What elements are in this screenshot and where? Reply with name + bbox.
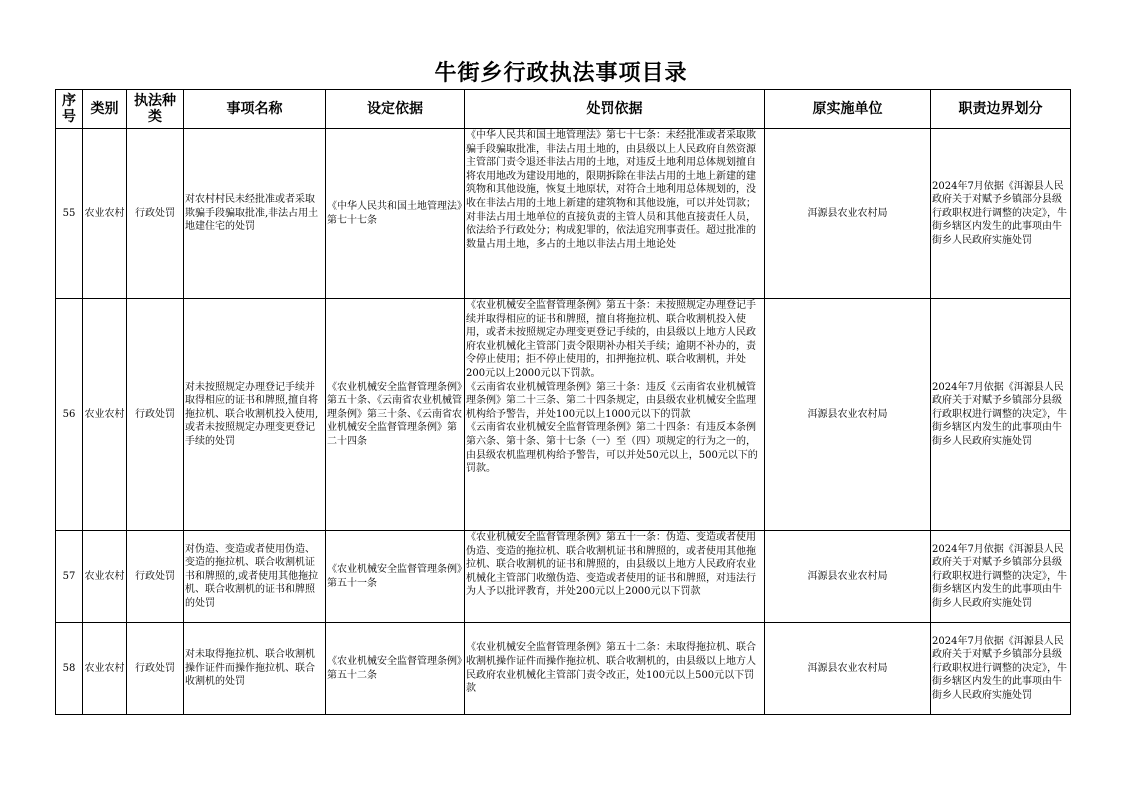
cell-boundary: 2024年7月依据《洱源县人民政府关于对赋予乡镇部分县级行政职权进行调整的决定》，牛街乡辖区内发生的此事项由牛街乡人民政府实施处罚	[931, 623, 1071, 715]
cell-boundary: 2024年7月依据《洱源县人民政府关于对赋予乡镇部分县级行政职权进行调整的决定》，牛街乡辖区内发生的此事项由牛街乡人民政府实施处罚	[931, 531, 1071, 623]
cell-basis-penalty	[465, 531, 765, 623]
table-row	[56, 623, 1071, 715]
cell-type: 行政处罚	[127, 623, 184, 715]
cell-seq: 57	[56, 531, 83, 623]
cell-name: 对伪造、变造或者使用伪造、变造的拖拉机、联合收割机证书和牌照的,或者使用其他拖拉机、联合收割机的证书和牌照的处罚	[184, 531, 326, 623]
cell-unit: 洱源县农业农村局	[765, 299, 931, 531]
basis-paragraph: 《农业机械安全监督管理条例》第五十二条：未取得拖拉机、联合收割机操作证件而操作拖拉机、联合收割机的，由县级以上地方人民政府农业机械化主管部门责令改正，处100元以上500元以下罚款	[466, 642, 756, 695]
enforcement-table	[55, 89, 1071, 715]
header-basis-setting: 设定依据	[326, 90, 465, 129]
header-boundary: 职责边界划分	[931, 90, 1071, 129]
cell-name: 对未取得拖拉机、联合收割机操作证件而操作拖拉机、联合收割机的处罚	[184, 623, 326, 715]
cell-unit: 洱源县农业农村局	[765, 623, 931, 715]
cell-type: 行政处罚	[127, 129, 184, 299]
header-basis-penalty: 处罚依据	[465, 90, 765, 129]
basis-paragraph: 《农业机械安全监督管理条例》第五十一条：伪造、变造或者使用伪造、变造的拖拉机、联合收割机证书和牌照的，或者使用其他拖拉机、联合收割机的证书和牌照的，由县级以上地方人民政府农业机械化主管部门收缴伪造、变造或者使用的证书和牌照，对违法行为人予以批评教育，并处200元以上2000元以下罚款	[466, 532, 756, 598]
cell-basis-penalty	[465, 623, 765, 715]
header-unit: 原实施单位	[765, 90, 931, 129]
cell-type: 行政处罚	[127, 531, 184, 623]
cell-name: 对未按照规定办理登记手续并取得相应的证书和牌照,擅自将拖拉机、联合收割机投入使用,或者未按照规定办理变更登记手续的处罚	[184, 299, 326, 531]
table-row	[56, 299, 1071, 531]
basis-paragraph: 《云南省农业机械安全监督管理条例》第二十四条：有违反本条例第六条、第十条、第十七条（一）至（四）项规定的行为之一的，由县级农机监理机构给予警告，可以并处50元以上，500元以下的罚款。	[466, 422, 758, 475]
cell-basis-penalty	[465, 129, 765, 299]
cell-unit: 洱源县农业农村局	[765, 129, 931, 299]
cell-name: 对农村村民未经批准或者采取欺骗手段骗取批准,非法占用土地建住宅的处罚	[184, 129, 326, 299]
page-title: 牛街乡行政执法事项目录	[434, 61, 688, 86]
cell-basis-setting: 《农业机械安全监督管理条例》第五十一条	[326, 531, 465, 623]
cell-basis-setting: 《农业机械安全监督管理条例》第五十二条	[326, 623, 465, 715]
header-seq: 序号	[56, 90, 83, 129]
cell-boundary: 2024年7月依据《洱源县人民政府关于对赋予乡镇部分县级行政职权进行调整的决定》，牛街乡辖区内发生的此事项由牛街乡人民政府实施处罚	[931, 299, 1071, 531]
cell-type: 行政处罚	[127, 299, 184, 531]
cell-seq: 58	[56, 623, 83, 715]
cell-category: 农业农村	[83, 623, 127, 715]
cell-category: 农业农村	[83, 531, 127, 623]
header-category: 类别	[83, 90, 127, 129]
table-row	[56, 531, 1071, 623]
cell-category: 农业农村	[83, 129, 127, 299]
cell-boundary: 2024年7月依据《洱源县人民政府关于对赋予乡镇部分县级行政职权进行调整的决定》，牛街乡辖区内发生的此事项由牛街乡人民政府实施处罚	[931, 129, 1071, 299]
cell-basis-penalty	[465, 299, 765, 531]
cell-basis-setting: 《中华人民共和国土地管理法》第七十七条	[326, 129, 465, 299]
basis-paragraph: 《云南省农业机械管理条例》第三十条：违反《云南省农业机械管理条例》第二十三条、第二十四条规定，由县级农业机械安全监理机构给予警告，并处100元以上1000元以下的罚款	[466, 381, 756, 420]
header-row	[56, 90, 1071, 129]
cell-category: 农业农村	[83, 299, 127, 531]
basis-paragraph: 《中华人民共和国土地管理法》第七十七条：未经批准或者采取欺骗手段骗取批准，非法占用土地的，由县级以上人民政府自然资源主管部门责令退还非法占用的土地，对违反土地利用总体规划擅自将农用地改为建设用地的，限期拆除在非法占用的土地上新建的建筑物和其他设施，恢复土地原状，对符合土地利用总体规划的，没收在非法占用的土地上新建的建筑物和其他设施，可以并处罚款；对非法占用土地单位的直接负责的主管人员和其他直接责任人员，依法给予行政处分；构成犯罪的，依法追究刑事责任。超过批准的数量占用土地，多占的土地以非法占用土地论处	[466, 130, 756, 250]
cell-seq: 55	[56, 129, 83, 299]
header-name: 事项名称	[184, 90, 326, 129]
table-row	[56, 129, 1071, 299]
cell-basis-setting: 《农业机械安全监督管理条例》第五十条、《云南省农业机械管理条例》第三十条、《云南省农业机械安全监督管理条例》第二十四条	[326, 299, 465, 531]
header-type: 执法种类	[127, 90, 184, 129]
cell-unit: 洱源县农业农村局	[765, 531, 931, 623]
cell-seq: 56	[56, 299, 83, 531]
basis-paragraph: 《农业机械安全监督管理条例》第五十条：未按照规定办理登记手续并取得相应的证书和牌照，擅自将拖拉机、联合收割机投入使用，或者未按照规定办理变更登记手续的，由县级以上地方人民政府农业机械化主管部门责令限期补办相关手续；逾期不补办的，责令停止使用；拒不停止使用的，扣押拖拉机、联合收割机，并处200元以上2000元以下罚款。	[466, 300, 756, 379]
